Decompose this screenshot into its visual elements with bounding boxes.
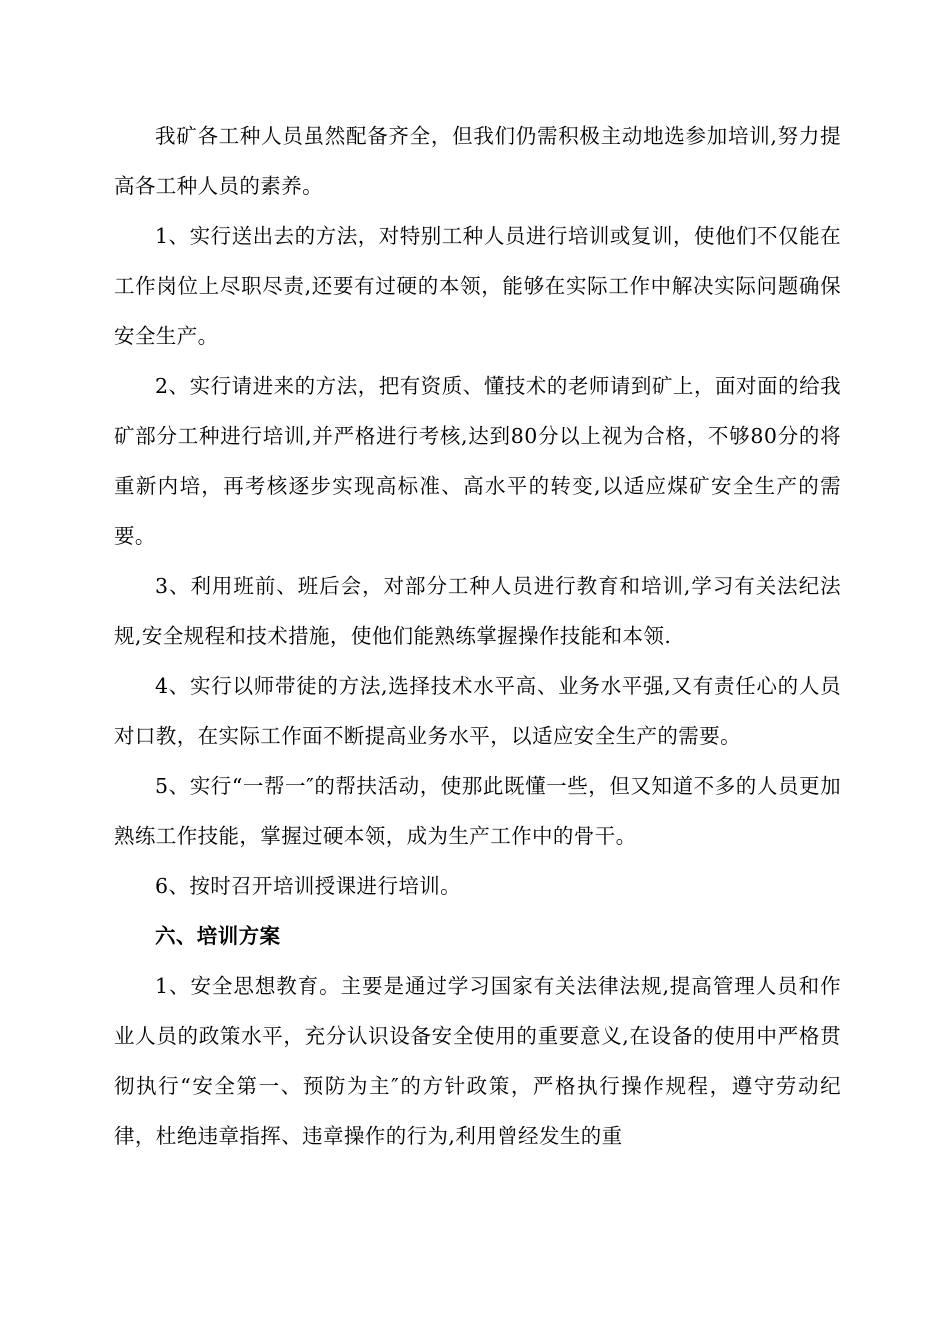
list-item: 5、实行“一帮一″的帮扶活动，使那此既懂一些，但又知道不多的人员更加熟练工作技能，掌握过硬本领，成为生产工作中的骨干。: [114, 774, 841, 848]
list-item: 3、利用班前、班后会，对部分工种人员进行教育和培训,学习有关法纪法规,安全规程和技术措施，使他们能熟练掌握操作技能和本领.: [114, 574, 841, 648]
list-item: 6、按时召开培训授课进行培训。: [155, 874, 462, 898]
list-item: 2、实行请进来的方法，把有资质、懂技术的老师请到矿上，面对面的给我矿部分工种进行培训,并严格进行考核,达到80分以上视为合格，不够80分的将重新内培，再考核逐步实现高标准、高水平的转变,以适应煤矿安全生产的需要。: [114, 374, 841, 548]
list-item: 4、实行以师带徒的方法,选择技术水平高、业务水平强,又有责任心的人员对口教，在实际工作面不断提高业务水平，以适应安全生产的需要。: [114, 674, 841, 748]
section-heading: 六、培训方案: [155, 924, 281, 948]
section-paragraph: 1、安全思想教育。主要是通过学习国家有关法律法规,提高管理人员和作业人员的政策水平，充分认识设备安全使用的重要意义,在设备的使用中严格贯彻执行“安全第一、预防为主″的方针政策，严格执行操作规程，遵守劳动纪律，杜绝违章指挥、违章操作的行为,利用曾经发生的重: [114, 974, 841, 1148]
document-body: [114, 111, 841, 1161]
intro-paragraph: 我矿各工种人员虽然配备齐全，但我们仍需积极主动地选参加培训,努力提高各工种人员的素养。: [114, 124, 841, 198]
list-item: 1、实行送出去的方法，对特别工种人员进行培训或复训，使他们不仅能在工作岗位上尽职尽责,还要有过硬的本领，能够在实际工作中解决实际问题确保安全生产。: [114, 224, 841, 348]
